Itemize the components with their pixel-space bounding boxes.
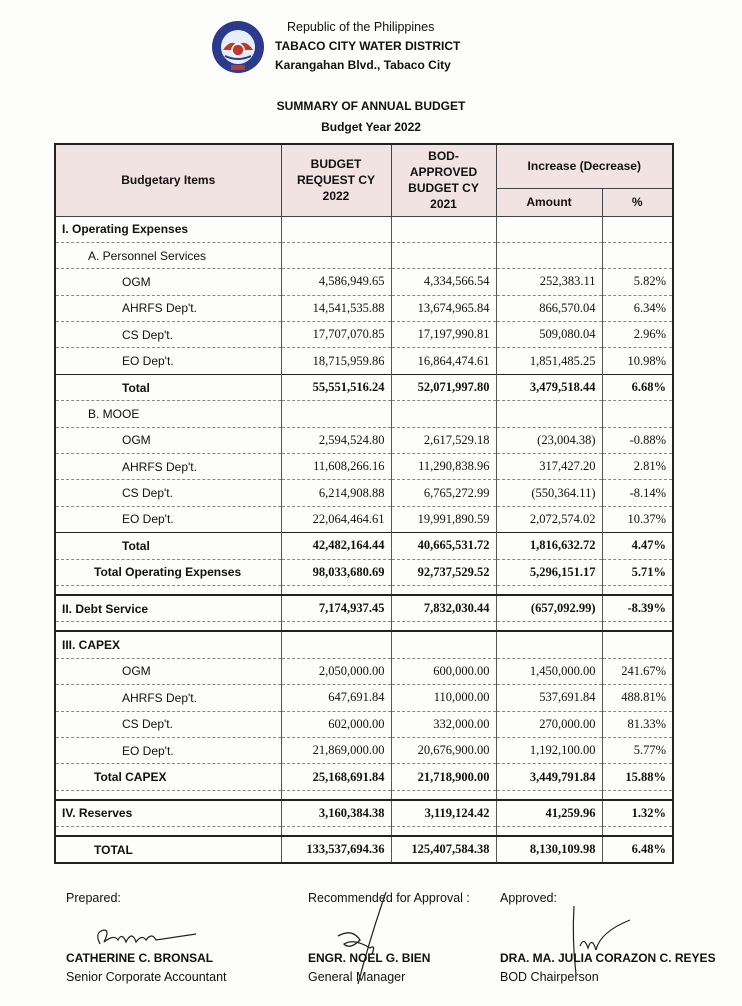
table-row	[55, 427, 673, 453]
cell-amount	[496, 216, 602, 242]
row-label: AHRFS Dep't.	[55, 685, 281, 711]
cell-amount: 1,816,632.72	[496, 533, 602, 559]
cell-request: 25,168,691.84	[281, 764, 391, 790]
spacer-cell	[496, 790, 602, 800]
col-budget-request: BUDGET REQUEST CY 2022	[281, 144, 391, 216]
spacer-cell	[281, 585, 391, 595]
cell-request	[281, 631, 391, 658]
table-row	[55, 764, 673, 790]
spacer-cell	[602, 585, 673, 595]
cell-request: 42,482,164.44	[281, 533, 391, 559]
cell-pct: 1.32%	[602, 800, 673, 827]
cell-approved: 21,718,900.00	[391, 764, 496, 790]
water-district-seal-icon	[211, 20, 265, 74]
spacer-cell	[602, 827, 673, 837]
spacer-cell	[281, 622, 391, 632]
row-label: Total Operating Expenses	[55, 559, 281, 585]
table-row	[55, 506, 673, 532]
spacer-row	[55, 790, 673, 800]
cell-approved: 17,197,990.81	[391, 322, 496, 348]
cell-amount: 317,427.20	[496, 454, 602, 480]
table-row	[55, 480, 673, 506]
col-increase-decrease: Increase (Decrease)	[496, 144, 673, 188]
spacer-cell	[391, 622, 496, 632]
table-row	[55, 322, 673, 348]
row-label: OGM	[55, 658, 281, 684]
cell-pct: 6.34%	[602, 295, 673, 321]
cell-amount	[496, 242, 602, 268]
cell-pct: -8.14%	[602, 480, 673, 506]
document-subtitle: Budget Year 2022	[321, 120, 421, 134]
budget-rows	[55, 216, 673, 863]
cell-request: 18,715,959.86	[281, 348, 391, 374]
table-row	[55, 559, 673, 585]
spacer-row	[55, 827, 673, 837]
cell-amount: 2,072,574.02	[496, 506, 602, 532]
prepared-name: CATHERINE C. BRONSAL	[66, 951, 214, 965]
cell-pct: 488.81%	[602, 685, 673, 711]
table-row	[55, 836, 673, 863]
table-row	[55, 595, 673, 622]
row-label: CS Dep't.	[55, 480, 281, 506]
row-label: Total	[55, 374, 281, 400]
row-label: OGM	[55, 269, 281, 295]
table-row	[55, 295, 673, 321]
row-label: TOTAL	[55, 836, 281, 863]
cell-request: 2,050,000.00	[281, 658, 391, 684]
table-row	[55, 242, 673, 268]
cell-request	[281, 242, 391, 268]
cell-amount: 8,130,109.98	[496, 836, 602, 863]
spacer-cell	[496, 827, 602, 837]
table-row	[55, 216, 673, 242]
spacer-cell	[391, 827, 496, 837]
table-row	[55, 685, 673, 711]
cell-approved: 92,737,529.52	[391, 559, 496, 585]
row-label: Total CAPEX	[55, 764, 281, 790]
cell-pct: 10.98%	[602, 348, 673, 374]
document-title: SUMMARY OF ANNUAL BUDGET	[276, 99, 466, 113]
cell-amount: 5,296,151.17	[496, 559, 602, 585]
recommended-name: ENGR. NOEL G. BIEN	[308, 951, 431, 965]
cell-amount: 537,691.84	[496, 685, 602, 711]
cell-pct: 2.96%	[602, 322, 673, 348]
spacer-row	[55, 585, 673, 595]
spacer-cell	[496, 585, 602, 595]
cell-amount: 252,383.11	[496, 269, 602, 295]
spacer-cell	[55, 622, 281, 632]
cell-request: 7,174,937.45	[281, 595, 391, 622]
col-amount: Amount	[496, 188, 602, 216]
spacer-row	[55, 622, 673, 632]
prepared-position: Senior Corporate Accountant	[66, 970, 227, 984]
row-label: EO Dep't.	[55, 737, 281, 763]
cell-request: 22,064,464.61	[281, 506, 391, 532]
row-label: EO Dep't.	[55, 348, 281, 374]
cell-approved: 600,000.00	[391, 658, 496, 684]
table-row	[55, 711, 673, 737]
cell-amount: 3,479,518.44	[496, 374, 602, 400]
cell-request	[281, 401, 391, 427]
cell-pct: 5.77%	[602, 737, 673, 763]
cell-amount: (657,092.99)	[496, 595, 602, 622]
prepared-signature-icon	[92, 922, 202, 952]
cell-amount: 1,450,000.00	[496, 658, 602, 684]
row-label: CS Dep't.	[55, 711, 281, 737]
table-row	[55, 800, 673, 827]
cell-approved	[391, 216, 496, 242]
row-label: OGM	[55, 427, 281, 453]
cell-pct: 5.82%	[602, 269, 673, 295]
cell-request: 6,214,908.88	[281, 480, 391, 506]
cell-request: 17,707,070.85	[281, 322, 391, 348]
cell-approved: 52,071,997.80	[391, 374, 496, 400]
cell-approved	[391, 631, 496, 658]
cell-request: 14,541,535.88	[281, 295, 391, 321]
cell-pct	[602, 216, 673, 242]
table-row	[55, 631, 673, 658]
cell-pct: 10.37%	[602, 506, 673, 532]
row-label: AHRFS Dep't.	[55, 295, 281, 321]
spacer-cell	[281, 827, 391, 837]
cell-request: 21,869,000.00	[281, 737, 391, 763]
letterhead	[0, 18, 742, 78]
table-row	[55, 269, 673, 295]
col-percent: %	[602, 188, 673, 216]
table-row	[55, 401, 673, 427]
row-label: EO Dep't.	[55, 506, 281, 532]
cell-amount: 866,570.04	[496, 295, 602, 321]
row-label: I. Operating Expenses	[55, 216, 281, 242]
cell-pct: 5.71%	[602, 559, 673, 585]
table-row	[55, 348, 673, 374]
spacer-cell	[602, 622, 673, 632]
cell-request: 2,594,524.80	[281, 427, 391, 453]
cell-approved: 13,674,965.84	[391, 295, 496, 321]
cell-request: 98,033,680.69	[281, 559, 391, 585]
row-label: B. MOOE	[55, 401, 281, 427]
cell-request: 55,551,516.24	[281, 374, 391, 400]
cell-request: 4,586,949.65	[281, 269, 391, 295]
table-row	[55, 737, 673, 763]
approved-name: DRA. MA. JULIA CORAZON C. REYES	[500, 951, 716, 965]
header-republic: Republic of the Philippines	[287, 20, 435, 34]
cell-amount: 41,259.96	[496, 800, 602, 827]
prepared-label: Prepared:	[66, 891, 121, 905]
cell-amount: 1,192,100.00	[496, 737, 602, 763]
spacer-cell	[391, 790, 496, 800]
approved-signature-icon	[560, 896, 640, 980]
spacer-cell	[391, 585, 496, 595]
cell-pct: 6.48%	[602, 836, 673, 863]
header-agency: TABACO CITY WATER DISTRICT	[275, 39, 461, 53]
cell-amount: 270,000.00	[496, 711, 602, 737]
spacer-cell	[55, 790, 281, 800]
cell-approved: 2,617,529.18	[391, 427, 496, 453]
row-label: Total	[55, 533, 281, 559]
cell-approved: 4,334,566.54	[391, 269, 496, 295]
table-row	[55, 658, 673, 684]
cell-pct: 81.33%	[602, 711, 673, 737]
cell-request: 602,000.00	[281, 711, 391, 737]
recommended-position: General Manager	[308, 970, 406, 984]
cell-amount	[496, 631, 602, 658]
cell-amount: (550,364.11)	[496, 480, 602, 506]
cell-pct: 2.81%	[602, 454, 673, 480]
spacer-cell	[55, 585, 281, 595]
row-label: IV. Reserves	[55, 800, 281, 827]
cell-pct: 4.47%	[602, 533, 673, 559]
cell-approved	[391, 401, 496, 427]
row-label: A. Personnel Services	[55, 242, 281, 268]
cell-request: 647,691.84	[281, 685, 391, 711]
cell-approved: 7,832,030.44	[391, 595, 496, 622]
cell-request: 3,160,384.38	[281, 800, 391, 827]
cell-amount: 509,080.04	[496, 322, 602, 348]
cell-pct: -8.39%	[602, 595, 673, 622]
cell-request: 11,608,266.16	[281, 454, 391, 480]
approved-position: BOD Chairperson	[500, 970, 599, 984]
cell-amount	[496, 401, 602, 427]
cell-pct: 241.67%	[602, 658, 673, 684]
col-bod-approved: BOD-APPROVED BUDGET CY 2021	[391, 144, 496, 216]
cell-approved: 16,864,474.61	[391, 348, 496, 374]
cell-amount: (23,004.38)	[496, 427, 602, 453]
cell-approved: 20,676,900.00	[391, 737, 496, 763]
cell-request: 133,537,694.36	[281, 836, 391, 863]
row-label: AHRFS Dep't.	[55, 454, 281, 480]
spacer-cell	[602, 790, 673, 800]
cell-approved: 3,119,124.42	[391, 800, 496, 827]
table-row	[55, 533, 673, 559]
recommended-label: Recommended for Approval :	[308, 891, 470, 905]
approved-label: Approved:	[500, 891, 557, 905]
header-address: Karangahan Blvd., Tabaco City	[275, 58, 451, 72]
row-label: II. Debt Service	[55, 595, 281, 622]
budget-table	[54, 143, 674, 864]
cell-approved: 11,290,838.96	[391, 454, 496, 480]
cell-amount: 1,851,485.25	[496, 348, 602, 374]
table-row	[55, 454, 673, 480]
cell-approved	[391, 242, 496, 268]
spacer-cell	[496, 622, 602, 632]
cell-pct: -0.88%	[602, 427, 673, 453]
table-row	[55, 374, 673, 400]
cell-approved: 6,765,272.99	[391, 480, 496, 506]
spacer-cell	[281, 790, 391, 800]
row-label: III. CAPEX	[55, 631, 281, 658]
cell-pct	[602, 242, 673, 268]
cell-pct	[602, 401, 673, 427]
row-label: CS Dep't.	[55, 322, 281, 348]
cell-pct: 6.68%	[602, 374, 673, 400]
spacer-cell	[55, 827, 281, 837]
cell-approved: 125,407,584.38	[391, 836, 496, 863]
cell-approved: 332,000.00	[391, 711, 496, 737]
cell-approved: 40,665,531.72	[391, 533, 496, 559]
cell-approved: 19,991,890.59	[391, 506, 496, 532]
cell-pct: 15.88%	[602, 764, 673, 790]
cell-pct	[602, 631, 673, 658]
col-budgetary-items: Budgetary Items	[55, 144, 281, 216]
cell-request	[281, 216, 391, 242]
cell-approved: 110,000.00	[391, 685, 496, 711]
cell-amount: 3,449,791.84	[496, 764, 602, 790]
